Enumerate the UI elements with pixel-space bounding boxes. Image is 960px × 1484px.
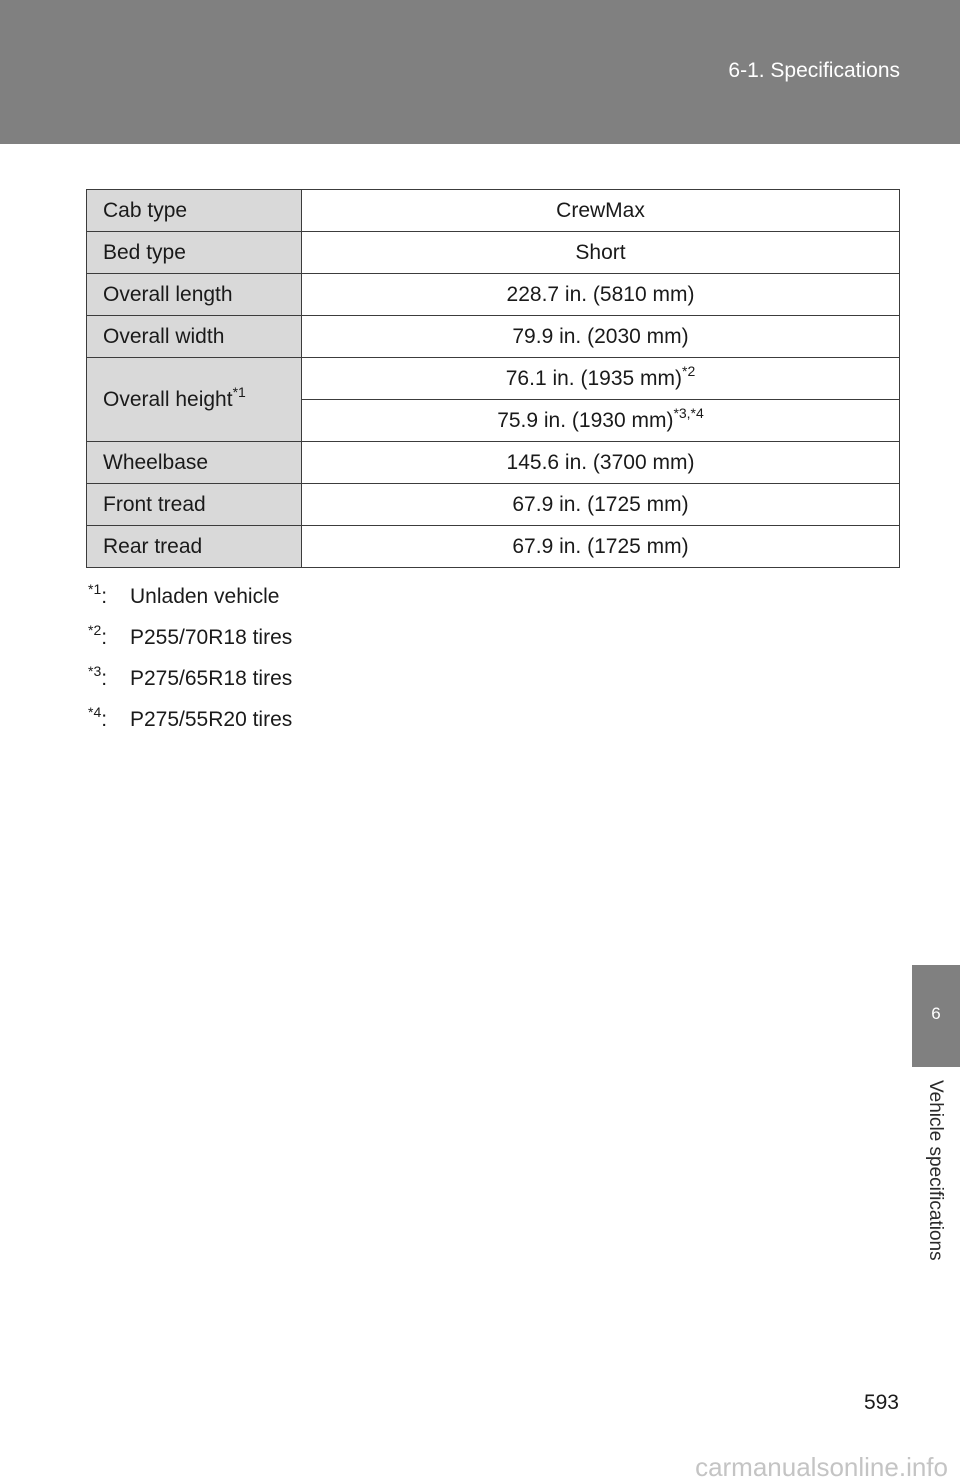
footnote-mark: *2: [88, 622, 102, 638]
footnote-ref: *2: [682, 362, 696, 379]
row-label: Cab type: [87, 190, 302, 232]
specifications-table: [86, 189, 900, 568]
footnote-key: $^{*3}$:: [88, 663, 108, 690]
row-label: Front tread: [87, 484, 302, 526]
table-row: [87, 232, 900, 274]
footnote-mark: *3: [88, 663, 102, 679]
row-value: 67.9 in. (1725 mm): [302, 484, 900, 526]
chapter-label: Vehicle specifications: [925, 1080, 946, 1261]
row-label: Wheelbase: [87, 442, 302, 484]
footnote-mark: *4: [88, 704, 102, 720]
row-value: [302, 358, 900, 400]
table-row: [87, 526, 900, 568]
row-label: [87, 358, 302, 442]
table-row: [87, 190, 900, 232]
section-title: 6-1. Specifications: [728, 59, 900, 82]
row-label-text: Overall height: [103, 387, 233, 411]
row-label: Overall width: [87, 316, 302, 358]
footnote-key: $^{*1}$:: [88, 581, 108, 608]
footnote-text: P275/55R20 tires: [130, 708, 293, 731]
row-value: CrewMax: [302, 190, 900, 232]
table-row: [87, 274, 900, 316]
row-value: Short: [302, 232, 900, 274]
footnote-text: P255/70R18 tires: [130, 626, 293, 649]
table-row: [87, 316, 900, 358]
page-number: 593: [863, 1391, 899, 1414]
table-row: [87, 442, 900, 484]
row-label: Bed type: [87, 232, 302, 274]
watermark: carmanualsonline.info: [695, 1452, 948, 1482]
table-row: [87, 358, 900, 400]
row-label: Rear tread: [87, 526, 302, 568]
row-value: 228.7 in. (5810 mm): [302, 274, 900, 316]
row-label: Overall length: [87, 274, 302, 316]
footnote-text: P275/65R18 tires: [130, 667, 293, 690]
chapter-number: 6: [931, 1004, 941, 1023]
footnote-text: Unladen vehicle: [130, 585, 280, 608]
footnote-key: $^{*2}$:: [88, 622, 108, 649]
row-value-text: 75.9 in. (1930 mm): [497, 408, 674, 432]
table-row: [87, 484, 900, 526]
row-value-text: 76.1 in. (1935 mm): [505, 366, 682, 390]
row-value: [302, 400, 900, 442]
row-value: 145.6 in. (3700 mm): [302, 442, 900, 484]
footnote-key: $^{*4}$:: [88, 704, 108, 731]
footnote-mark: *1: [88, 581, 102, 597]
page-header: [0, 0, 960, 144]
footnote-ref: *1: [232, 383, 246, 400]
row-value: 79.9 in. (2030 mm): [302, 316, 900, 358]
footnote-ref: *3,*4: [673, 404, 704, 421]
row-value: 67.9 in. (1725 mm): [302, 526, 900, 568]
